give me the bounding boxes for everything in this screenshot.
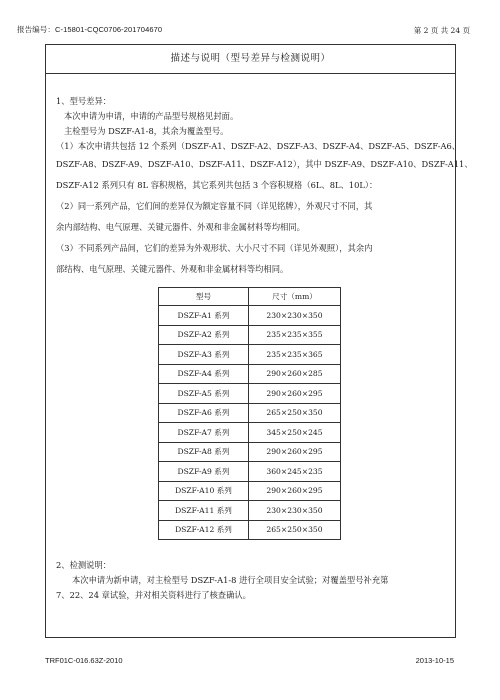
size-cell: 230×230×350	[249, 306, 341, 326]
model-cell: DSZF-A9 系列	[159, 462, 249, 482]
page-indicator: 第 2 页 共 24 页	[413, 26, 470, 35]
table-row	[159, 520, 341, 540]
size-cell: 235×235×365	[249, 345, 341, 365]
box-content	[46, 94, 473, 600]
table-header-row	[159, 288, 341, 306]
model-cell: DSZF-A5 系列	[159, 384, 249, 404]
section1-line: 主检型号为 DSZF-A1-8，其余为覆盖型号。	[64, 126, 229, 136]
model-cell: DSZF-A10 系列	[159, 481, 249, 501]
section2-line: 7、22、24 章试验，并对相关资料进行了核查确认。	[56, 590, 251, 600]
section1-line: （1）本次申请共包括 12 个系列（DSZF-A1、DSZF-A2、DSZF-A3、DSZF-A4、DSZF-A5、DSZF-A6、	[56, 141, 461, 151]
section1-line: 部结构、电气原理、关键元器件、外观和非金属材料等均相同。	[56, 264, 289, 274]
model-cell: DSZF-A2 系列	[159, 325, 249, 345]
model-cell: DSZF-A8 系列	[159, 442, 249, 462]
section1-line: 余内部结构、电气原理、关键元器件、外观和非金属材料等均相同。	[56, 222, 305, 232]
size-cell: 290×260×295	[249, 442, 341, 462]
model-cell: DSZF-A3 系列	[159, 345, 249, 365]
table-row	[159, 345, 341, 365]
dimension-table	[158, 287, 341, 540]
table-row	[159, 462, 341, 482]
table-row	[159, 501, 341, 521]
description-box	[45, 44, 473, 638]
model-cell: DSZF-A11 系列	[159, 501, 249, 521]
box-title: 描述与说明（型号差异与检测说明）	[46, 45, 455, 74]
section1-line: DSZF-A8、DSZF-A9、DSZF-A10、DSZF-A11、DSZF-A12），其中 DSZF-A9、DSZF-A10、DSZF-A11、	[56, 159, 473, 169]
section-model-differences	[52, 94, 473, 280]
model-cell: DSZF-A7 系列	[159, 423, 249, 443]
section1-heading: 1、型号差异：	[56, 96, 112, 106]
table-row	[159, 423, 341, 443]
header-size: 尺寸（mm）	[249, 288, 341, 306]
section1-line: （3）不同系列产品间，它们的差异为外观形状、大小尺寸不同（详见外观照），其余内	[56, 243, 373, 253]
form-number: TRF01C-016.63Z-2010	[45, 656, 123, 665]
table-row	[159, 481, 341, 501]
form-date: 2013-10-15	[415, 656, 454, 665]
table-row	[159, 306, 341, 326]
size-cell: 290×260×295	[249, 384, 341, 404]
table-row	[159, 403, 341, 423]
section2-line: 本次申请为新申请，对主检型号 DSZF-A1-8 进行全项目安全试验；对覆盖型号补充第	[72, 575, 389, 585]
size-cell: 290×260×285	[249, 364, 341, 384]
table-row	[159, 384, 341, 404]
table-row	[159, 442, 341, 462]
section1-line: DSZF-A12 系列只有 8L 容积规格，其它系列共包括 3 个容积规格（6L、8L、10L）：	[56, 180, 378, 190]
model-cell: DSZF-A12 系列	[159, 520, 249, 540]
size-cell: 290×260×295	[249, 481, 341, 501]
size-cell: 345×250×245	[249, 423, 341, 443]
table-row	[159, 325, 341, 345]
report-number: 报告编号：C-15801-CQC0706-201704670	[17, 25, 163, 34]
section2-heading: 2、检测说明：	[56, 560, 112, 570]
size-cell: 265×250×350	[249, 520, 341, 540]
size-cell: 230×230×350	[249, 501, 341, 521]
size-cell: 360×245×235	[249, 462, 341, 482]
section-test-notes	[52, 558, 388, 603]
section1-line: 本次申请为申请，申请的产品型号规格见封面。	[64, 111, 239, 121]
size-cell: 235×235×355	[249, 325, 341, 345]
model-cell: DSZF-A4 系列	[159, 364, 249, 384]
model-cell: DSZF-A6 系列	[159, 403, 249, 423]
header-model: 型号	[159, 288, 249, 306]
model-cell: DSZF-A1 系列	[159, 306, 249, 326]
table-row	[159, 364, 341, 384]
section1-line: （2）同一系列产品，它们间的差异仅为额定容量不同（详见铭牌），外观尺寸不同，其	[56, 201, 373, 211]
size-cell: 265×250×350	[249, 403, 341, 423]
